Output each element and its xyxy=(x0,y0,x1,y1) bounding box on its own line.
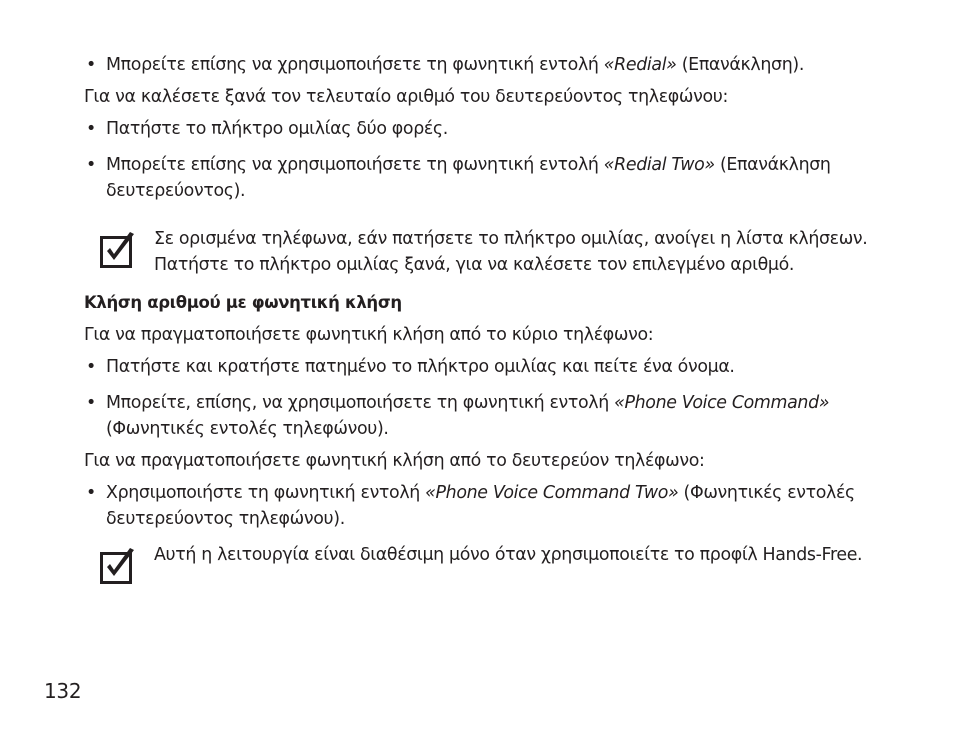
bullet-text: (Φωνητικές εντολές δευτερεύοντος τηλεφώνου). xyxy=(106,483,855,529)
paragraph: Για να καλέσετε ξανά τον τελευταίο αριθμό του δευτερεύοντος τηλεφώνου: xyxy=(84,87,728,107)
page-content xyxy=(84,52,884,568)
note-box xyxy=(84,542,884,568)
bullet-text: Μπορείτε επίσης να χρησιμοποιήσετε τη φωνητική εντολή xyxy=(106,55,604,75)
bullet-text: Μπορείτε, επίσης, να χρησιμοποιήσετε τη φωνητική εντολή xyxy=(106,393,615,413)
bullet-item xyxy=(84,480,884,532)
section-heading: Κλήση αριθμού με φωνητική κλήση xyxy=(84,293,402,312)
bullet-item xyxy=(84,116,884,142)
bullet-text: Μπορείτε επίσης να χρησιμοποιήσετε τη φωνητική εντολή xyxy=(106,155,604,175)
bullet-text: Πατήστε το πλήκτρο ομιλίας δύο φορές. xyxy=(106,119,448,139)
note-text: Σε ορισμένα τηλέφωνα, εάν πατήσετε το πλήκτρο ομιλίας, ανοίγει η λίστα κλήσεων. Πατήστε το πλήκτρο ομιλίας ξανά, για να καλέσετε τον επιλεγμένο αριθμό. xyxy=(154,229,868,275)
bullet-text: (Επανάκληση δευτερεύοντος). xyxy=(106,155,831,201)
bullet-item xyxy=(84,354,884,380)
checkmark-box-icon xyxy=(100,548,136,584)
page-number: 132 xyxy=(44,679,82,703)
paragraph: Για να πραγματοποιήσετε φωνητική κλήση από το κύριο τηλέφωνο: xyxy=(84,325,654,345)
bullet-item xyxy=(84,52,884,78)
voice-command: «Redial» xyxy=(603,55,677,75)
voice-command: «Phone Voice Command» xyxy=(614,393,830,413)
checkmark-box-icon xyxy=(100,232,136,268)
note-box xyxy=(84,226,884,278)
bullet-item xyxy=(84,152,884,204)
paragraph: Για να πραγματοποιήσετε φωνητική κλήση από το δευτερεύον τηλέφωνο: xyxy=(84,451,705,471)
bullet-text: (Φωνητικές εντολές τηλεφώνου). xyxy=(106,419,389,439)
note-text: Αυτή η λειτουργία είναι διαθέσιμη μόνο όταν χρησιμοποιείτε το προφίλ Hands-Free. xyxy=(154,545,863,565)
bullet-text: (Επανάκληση). xyxy=(676,55,804,75)
bullet-text: Χρησιμοποιήστε τη φωνητική εντολή xyxy=(106,483,426,503)
voice-command: «Phone Voice Command Two» xyxy=(425,483,679,503)
voice-command: «Redial Two» xyxy=(603,155,715,175)
bullet-item xyxy=(84,390,884,442)
bullet-text: Πατήστε και κρατήστε πατημένο το πλήκτρο ομιλίας και πείτε ένα όνομα. xyxy=(106,357,735,377)
